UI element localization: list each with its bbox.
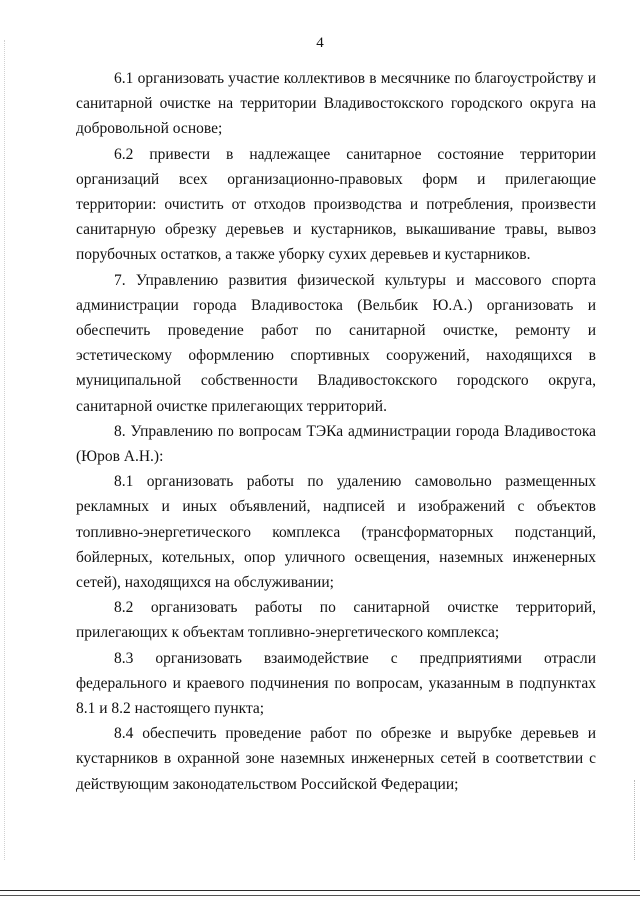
page-bottom-rule bbox=[0, 895, 640, 896]
paragraph-8: 8. Управлению по вопросам ТЭКа администрации города Владивостока (Юров А.Н.): bbox=[76, 422, 596, 466]
document-body bbox=[76, 66, 596, 797]
paragraph-8-3: 8.3 организовать взаимодействие с предприятиями отрасли федерального и краевого подчинения по вопросам, указанным в подпунктах 8.1 и 8.2 настоящего пункта; bbox=[76, 649, 596, 718]
paragraph-8-1: 8.1 организовать работы по удалению самовольно размещенных рекламных и иных объявлений, надписей и изображений с объектов топливно-энергетического комплекса (трансформаторных подстанций, бойлерных, котельных, опор уличного освещения, наземных инженерных сетей), находящихся на обслуживании; bbox=[76, 473, 596, 592]
paragraph-7: 7. Управлению развития физической культуры и массового спорта администрации города Владивостока (Вельбик Ю.А.) организовать и обеспечить проведение работ по санитарной очистке, ремонту и эстетическому оформлению спортивных сооружений, находящихся в муниципальной собственности Владивостокского городского округа, санитарной очистке прилегающих территорий. bbox=[76, 271, 596, 415]
scan-edge-mark bbox=[4, 40, 6, 860]
page-number: 4 bbox=[316, 35, 324, 51]
paragraph-8-2: 8.2 организовать работы по санитарной очистке территорий, прилегающих к объектам топливно-энергетического комплекса; bbox=[76, 599, 596, 642]
paragraph-6-1: 6.1 организовать участие коллективов в месячнике по благоустройству и санитарной очистке на территории Владивостокского городского округа на добровольной основе; bbox=[76, 70, 596, 138]
page-bottom-rule bbox=[0, 890, 640, 891]
scan-edge-mark bbox=[634, 780, 636, 860]
paragraph-6-2: 6.2 привести в надлежащее санитарное состояние территории организаций всех организационно-правовых форм и прилегающие территории: очистить от отходов производства и потребления, произвести санитарную обрезку деревьев и кустарников, выкашивание травы, вывоз порубочных остатков, а также уборку сухих деревьев и кустарников. bbox=[76, 145, 596, 264]
paragraph-8-4: 8.4 обеспечить проведение работ по обрезке и вырубке деревьев и кустарников в охранной зоне наземных инженерных сетей в соответствии с действующим законодательством Российской Федерации; bbox=[76, 725, 596, 793]
